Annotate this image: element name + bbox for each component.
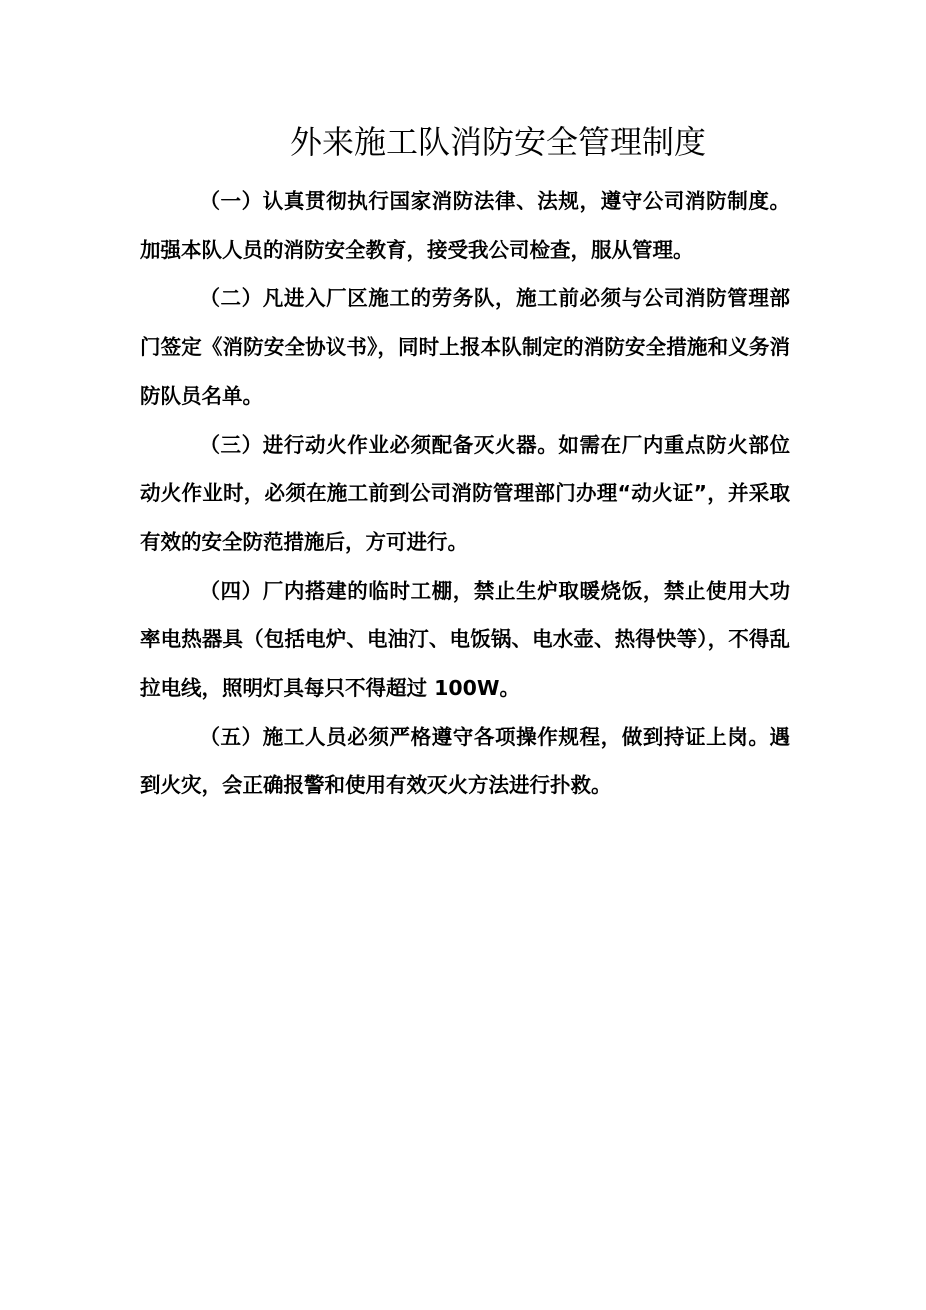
- paragraph-1: （一）认真贯彻执行国家消防法律、法规，遵守公司消防制度。加强本队人员的消防安全教育，接受我公司检查，服从管理。: [140, 189, 790, 262]
- paragraph-5: （五）施工人员必须严格遵守各项操作规程，做到持证上岗。遇到火灾，会正确报警和使用有效灭火方法进行扑救。: [140, 724, 790, 798]
- document-title: 外来施工队消防安全管理制度: [289, 123, 706, 161]
- document-body: [140, 177, 790, 810]
- paragraph-2: （二）凡进入厂区施工的劳务队，施工前必须与公司消防管理部门签定《消防安全协议书》，同时上报本队制定的消防安全措施和义务消防队员名单。: [140, 286, 790, 408]
- paragraph-3: （三）进行动火作业必须配备灭火器。如需在厂内重点防火部位动火作业时，必须在施工前到公司消防管理部门办理“动火证”，并采取有效的安全防范措施后，方可进行。: [140, 432, 790, 554]
- paragraph-4: （四）厂内搭建的临时工棚，禁止生炉取暖烧饭，禁止使用大功率电热器具（包括电炉、电油汀、电饭锅、电水壶、热得快等），不得乱拉电线，照明灯具每只不得超过 100W。: [140, 578, 790, 701]
